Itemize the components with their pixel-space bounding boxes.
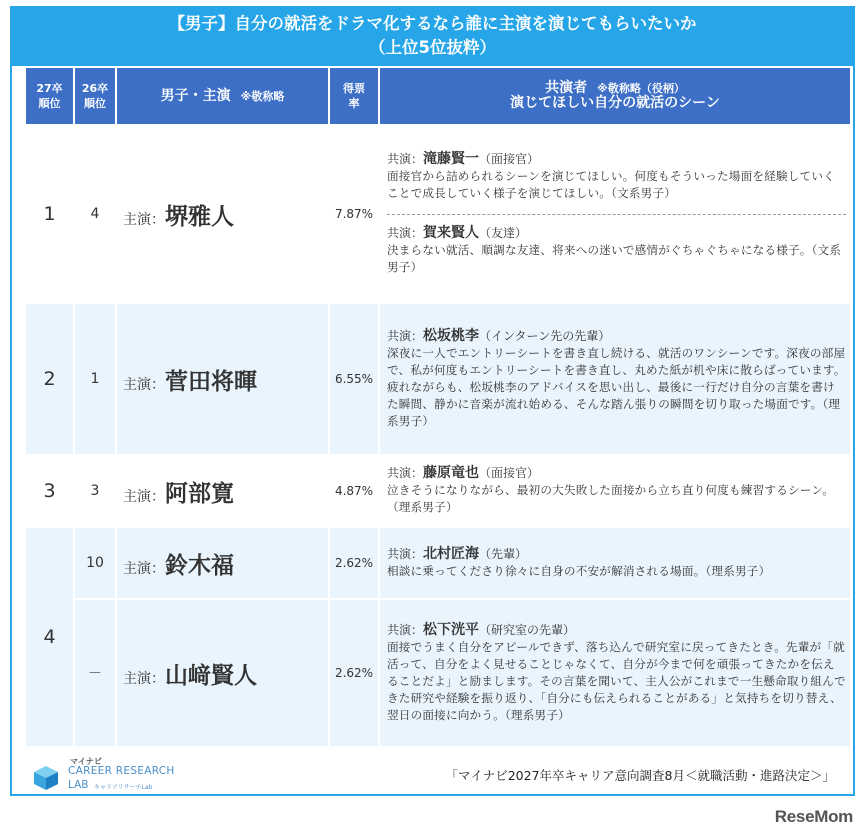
costar-name: 松坂桃李 [423,327,480,344]
lead-cell: 主演：阿部寛 [117,456,328,526]
costar-name: 松下洸平 [423,621,480,638]
logo-kana: キャリアリサーチLab [94,784,153,791]
lead-name: 堺雅人 [165,203,234,230]
page-title [12,8,853,66]
rank26-cell: 10 [75,528,115,598]
logo-line1: CAREER RESEARCH [68,765,175,777]
table-row [26,600,850,746]
header-costar-note: ※敬称略（役柄） [597,82,685,95]
costar-entry: 共演：松下洸平（研究室の先輩） 面接でうまく自分をアピールできず、落ち込んで研究室に戻ってきたとき。先輩が「就活って、自分をよく見せることじゃなくて、自分が今まで何を頑張ってきたかを伝えることだよ」と励まします。その言葉を聞いて、主人公がこれまで一生懸命取り組んできた研究や経験を振り返り、「自分にも伝えられることがある」と気持ちを切り替え、翌日の面接に向かう。（理系男子） [387,621,846,722]
scene-description: 泣きそうになりながら、最初の大失敗した面接から立ち直り何度も練習するシーン。（理系男子） [387,483,835,514]
lead-cell: 主演：堺雅人 [117,126,328,302]
costar-role: （インターン先の先輩） [479,328,611,343]
header-lead-note: ※敬称略 [240,89,285,103]
rank27-cell: 2 [26,304,73,454]
header-rank26: 26卒 順位 [75,68,115,124]
costar-role: （先輩） [479,546,528,561]
divider [387,214,846,215]
header-lead: 男子・主演 ※敬称略 [117,68,328,124]
costar-name: 滝藤賢一 [423,151,480,167]
rank26-cell: 3 [75,456,115,526]
cube-logo-icon [30,762,62,792]
scene-description: 決まらない就活、順調な友達、将来への迷いで感情がぐちゃぐちゃになる様子。（文系男子） [387,243,842,274]
costar-role: （友達） [479,226,528,240]
rank27-cell: 4 [26,528,73,746]
header-rank27: 27卒 順位 [26,68,73,124]
rate-cell: 7.87% [330,126,378,302]
lead-cell: 主演：菅田将暉 [117,304,328,454]
table-row [26,456,850,526]
costar-entry: 共演：藤原竜也（面接官） 泣きそうになりながら、最初の大失敗した面接から立ち直り何度も練習するシーン。（理系男子） [387,465,846,516]
costar-role: （面接官） [479,466,540,480]
scene-description: 深夜に一人でエントリーシートを書き直し続ける、就活のワンシーンです。深夜の部屋で、私が何度もエントリーシートを書き直し、丸めた紙が机や床に散らばっています。疲れながらも、松坂桃李のアドバイスを思い出し、最後に一行だけ自分の言葉を書けた瞬間、静かに音楽が流れ始める、そんな踏ん張りの瞬間を切り取った場面です。（理系男子） [387,345,846,428]
lead-name: 阿部寛 [165,480,234,507]
lead-name: 山﨑賢人 [165,662,257,689]
rate-cell: 2.62% [330,528,378,598]
career-research-lab-logo [30,756,175,796]
logo-top-text: マイナビ [70,757,102,766]
table-row [26,126,850,302]
logo-line2: LAB [68,779,89,791]
costar-name: 藤原竜也 [423,465,480,481]
table-row [26,528,850,598]
rank26-cell: 1 [75,304,115,454]
rank27-cell: 3 [26,456,73,526]
table-row [26,304,850,454]
costar-cell [380,304,850,454]
costar-role: （研究室の先輩） [479,622,576,637]
source-note: 「マイナビ2027年卒キャリア意向調査8月＜就職活動・進路決定＞」 [445,768,835,783]
costar-entry: 共演：北村匠海（先輩） 相談に乗ってくださり徐々に自身の不安が解消される場面。（理系男子） [387,546,846,580]
ranking-panel [10,6,855,796]
rate-cell: 4.87% [330,456,378,526]
ranking-table [24,66,852,748]
costar-cell [380,456,850,526]
rate-cell: 2.62% [330,600,378,746]
costar-cell [380,126,850,302]
header-rate: 得票 率 [330,68,378,124]
costar-cell [380,528,850,598]
title-line1: 【男子】自分の就活をドラマ化するなら誰に主演を演じてもらいたいか [168,14,697,33]
costar-cell [380,600,850,746]
lead-cell: 主演：山﨑賢人 [117,600,328,746]
costar-name: 北村匠海 [423,545,480,562]
rank26-cell: 4 [75,126,115,302]
costar-name: 賀来賢人 [423,225,480,241]
lead-name: 菅田将暉 [165,368,257,395]
scene-description: 面接官から詰められるシーンを演じてほしい。何度もそういった場面を経験していくことで成長していく様子を演じてほしい。（文系男子） [387,169,835,200]
scene-description: 相談に乗ってくださり徐々に自身の不安が解消される場面。（理系男子） [387,563,771,578]
costar-entry: 共演：賀来賢人（友達） 決まらない就活、順調な友達、将来への迷いで感情がぐちゃぐちゃになる様子。（文系男子） [387,225,846,276]
title-line2: （上位5位抜粋） [369,38,496,57]
rank26-cell: － [75,600,115,746]
header-costar: 共演者 ※敬称略（役柄） 演じてほしい自分の就活のシーン [380,68,850,124]
costar-entry: 共演：松坂桃李（インターン先の先輩） 深夜に一人でエントリーシートを書き直し続ける、就活のワンシーンです。深夜の部屋で、私が何度もエントリーシートを書き直し、丸めた紙が机や床に散らばっています。疲れながらも、松坂桃李のアドバイスを思い出し、最後に一行だけ自分の言葉を書けた瞬間、静かに音楽が流れ始める、そんな踏ん張りの瞬間を切り取った場面です。（理系男子） [387,327,846,428]
costar-entry: 共演：滝藤賢一（面接官） 面接官から詰められるシーンを演じてほしい。何度もそういった場面を経験していくことで成長していく様子を演じてほしい。（文系男子） [387,151,846,202]
costar-role: （面接官） [479,152,540,166]
lead-cell: 主演：鈴木福 [117,528,328,598]
scene-description: 面接でうまく自分をアピールできず、落ち込んで研究室に戻ってきたとき。先輩が「就活って、自分をよく見せることじゃなくて、自分が今まで何を頑張ってきたかを伝えることだよ」と励まします。その言葉を聞いて、主人公がこれまで一生懸命取り組んできた研究や経験を振り返り、「自分にも伝えられることがある」と気持ちを切り替え、翌日の面接に向かう。（理系男子） [387,639,846,722]
rank27-cell: 1 [26,126,73,302]
lead-name: 鈴木福 [165,552,234,579]
resemom-watermark: ReseMom [774,807,853,826]
rate-cell: 6.55% [330,304,378,454]
